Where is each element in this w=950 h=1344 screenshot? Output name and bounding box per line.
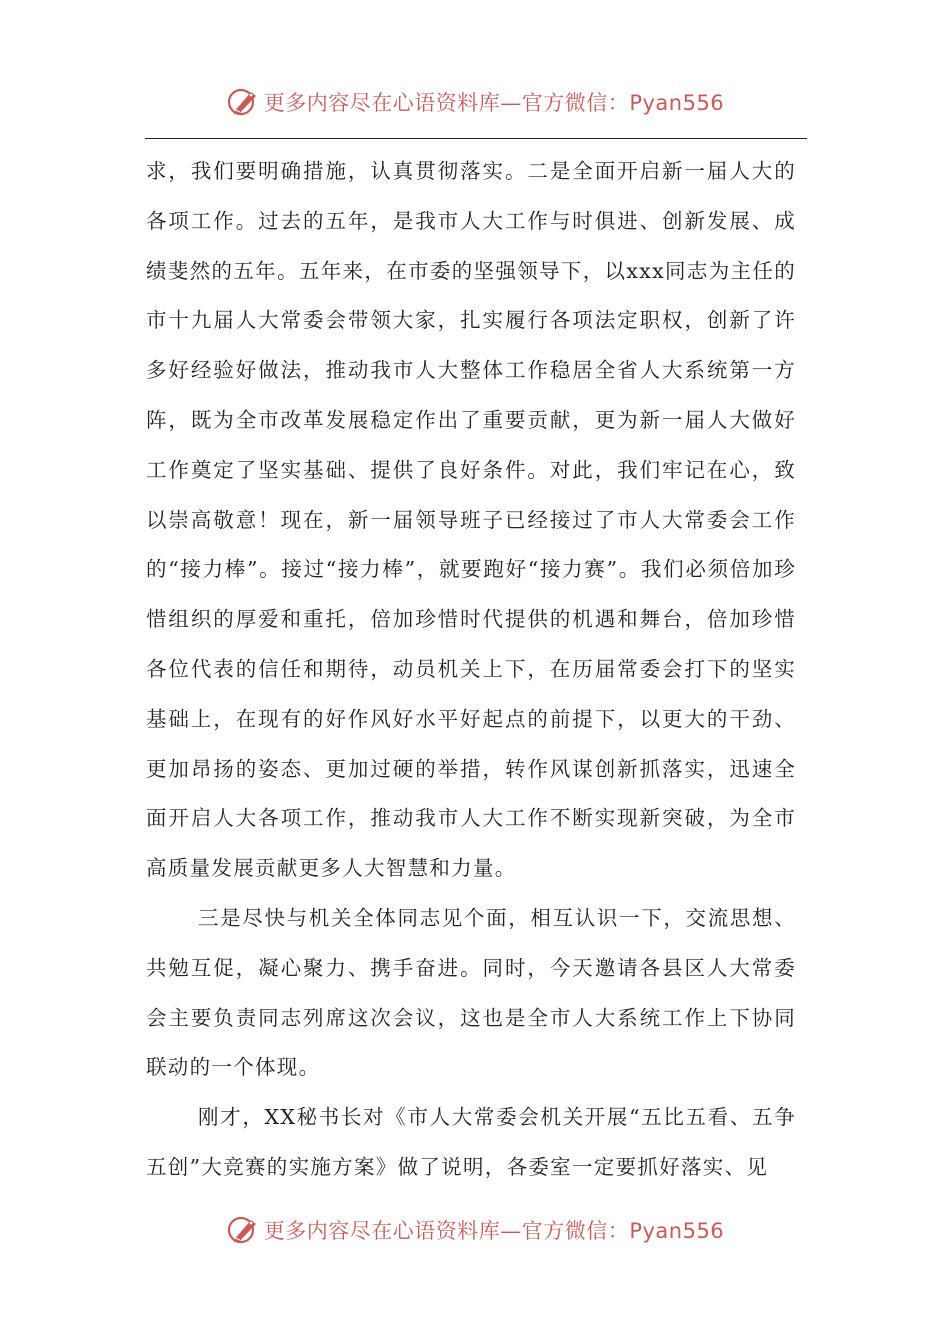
paragraph-3: 刚才，XX秘书长对《市人大常委会机关开展“五比五看、五争五创”大竞赛的实施方案》做了说明，各委室一定要抓好落实、见 bbox=[146, 1105, 796, 1179]
pen-nib-icon bbox=[226, 85, 260, 119]
header-text: 更多内容尽在心语资料库—官方微信：Pyan556 bbox=[263, 91, 725, 115]
footer-banner bbox=[0, 1210, 950, 1250]
header-banner bbox=[0, 82, 950, 122]
paragraph-2: 三是尽快与机关全体同志见个面，相互认识一下，交流思想、共勉互促，凝心聚力、携手奋进。同时，今天邀请各县区人大常委会主要负责同志列席这次会议，这也是全市人大系统工作上下协同联动的一个体现。 bbox=[146, 905, 796, 1080]
pen-nib-icon bbox=[226, 1213, 260, 1247]
document-body bbox=[146, 147, 796, 1193]
paragraph-1: 求，我们要明确措施，认真贯彻落实。二是全面开启新一届人大的各项工作。过去的五年，是我市人大工作与时俱进、创新发展、成绩斐然的五年。五年来，在市委的坚强领导下，以xxx同志为主任的市十九届人大常委会带领大家，扎实履行各项法定职权，创新了许多好经验好做法，推动我市人大整体工作稳居全省人大系统第一方阵，既为全市改革发展稳定作出了重要贡献，更为新一届人大做好工作奠定了坚实基础、提供了良好条件。对此，我们牢记在心，致以崇高敬意！现在，新一届领导班子已经接过了市人大常委会工作的“接力棒”。接过“接力棒”，就要跑好“接力赛”。我们必须倍加珍惜组织的厚爱和重托，倍加珍惜时代提供的机遇和舞台，倍加珍惜各位代表的信任和期待，动员机关上下，在历届常委会打下的坚实基础上，在现有的好作风好水平好起点的前提下，以更大的干劲、更加昂扬的姿态、更加过硬的举措，转作风谋创新抓落实，迅速全面开启人大各项工作，推动我市人大工作不断实现新突破，为全市高质量发展贡献更多人大智慧和力量。 bbox=[146, 159, 796, 881]
header-divider bbox=[145, 138, 807, 139]
footer-text: 更多内容尽在心语资料库—官方微信：Pyan556 bbox=[263, 1219, 725, 1243]
wechat-id: Pyan556 bbox=[629, 91, 725, 115]
wechat-id: Pyan556 bbox=[629, 1219, 725, 1243]
